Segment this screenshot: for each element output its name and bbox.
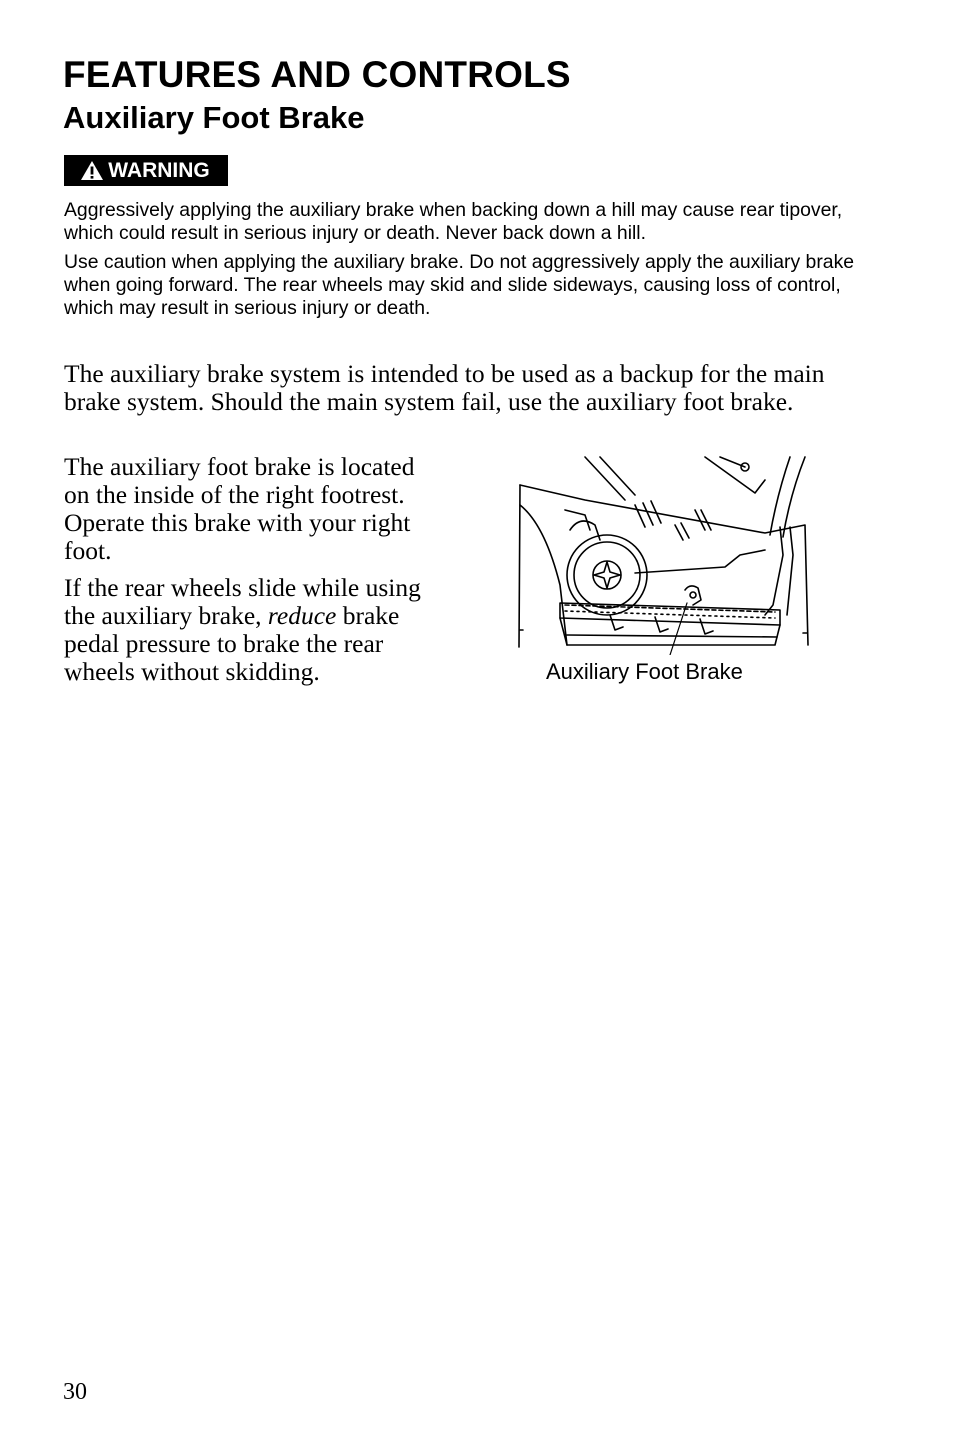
page-title: FEATURES AND CONTROLS [63,54,571,95]
page-number: 30 [63,1379,87,1405]
warning-triangle-icon [80,160,104,181]
warning-paragraph: Use caution when applying the auxiliary brake. Do not aggressively apply the auxiliary brake when going forward. The rear wheels may skid and slide sideways, causing loss of control, which may result in serious injury or death. [64,251,855,319]
warning-badge [64,155,228,186]
slide-text-after: brake pedal pressure to brake the rear wheels without skidding. [64,601,400,686]
location-paragraph: The auxiliary foot brake is located on the inside of the right footrest. Operate this brake with your right foot. [64,452,415,565]
slide-emphasis: reduce [267,601,337,630]
slide-text-before: If the rear wheels slide while using the auxiliary brake, [64,573,421,630]
warning-label: WARNING [108,158,210,182]
auxiliary-foot-brake-illustration [515,455,815,655]
intro-paragraph: The auxiliary brake system is intended to be used as a backup for the main brake system. Should the main system fail, use the auxiliary foot brake. [64,359,825,416]
figure-caption: Auxiliary Foot Brake [546,659,743,684]
warning-paragraph: Aggressively applying the auxiliary brake when backing down a hill may cause rear tipover, which could result in serious injury or death. Never back down a hill. [64,199,843,244]
section-title: Auxiliary Foot Brake [63,100,365,135]
slide-paragraph [64,574,424,686]
